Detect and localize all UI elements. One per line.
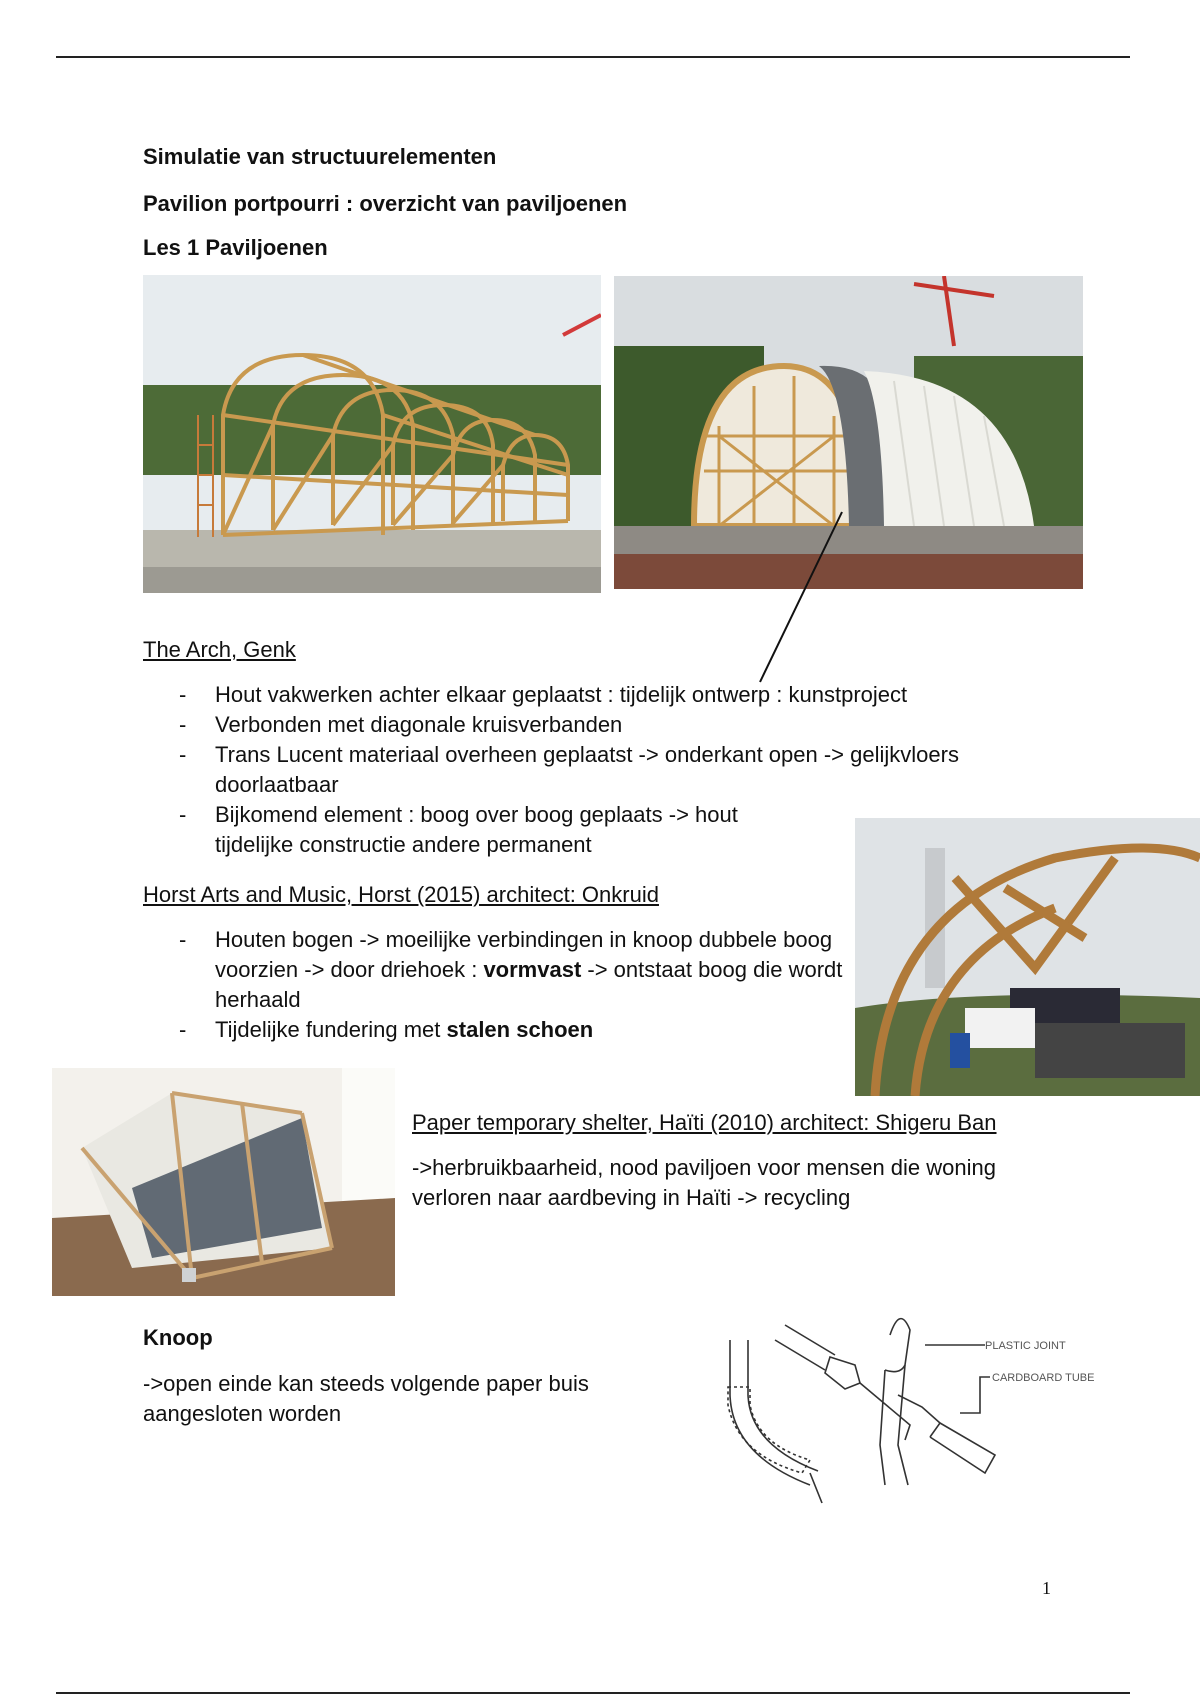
horst-bullet: - Tijdelijke fundering met stalen schoen xyxy=(143,1015,843,1045)
joint-label: PLASTIC JOINT xyxy=(985,1340,1066,1352)
page-subtitle: Pavilion portpourri : overzicht van paviljoenen xyxy=(143,191,628,216)
arch-heading: The Arch, Genk xyxy=(143,637,296,662)
tube-label: CARDBOARD TUBE xyxy=(992,1372,1095,1384)
arch-bullet: - Trans Lucent materiaal overheen geplaatst -> onderkant open -> gelijkvloers doorlaatbaar xyxy=(143,740,1063,800)
horst-bullets xyxy=(143,925,843,1045)
horst-bullet: - Houten bogen -> moeilijke verbindingen in knoop dubbele boog voorzien -> door driehoek : vormvast -> ontstaat boog die wordt herhaald xyxy=(143,925,843,1015)
shelter-text: ->herbruikbaarheid, nood paviljoen voor mensen die woning verloren naar aardbeving in Haïti -> recycling xyxy=(412,1155,996,1210)
paper-shelter-photo xyxy=(52,1068,395,1296)
horst-pavilion-photo xyxy=(855,818,1200,1096)
page-number: 1 xyxy=(1042,1578,1051,1598)
arch-bullet: - Hout vakwerken achter elkaar geplaatst : tijdelijk ontwerp : kunstproject xyxy=(143,680,1063,710)
lesson-title: Les 1 Paviljoenen xyxy=(143,235,328,260)
page-title: Simulatie van structuurelementen xyxy=(143,144,497,169)
bottom-rule xyxy=(56,1692,1130,1694)
annotation-pointer-line xyxy=(740,510,850,685)
arch-bullet: - Bijkomend element : boog over boog geplaats -> hout tijdelijke constructie andere permanent xyxy=(143,800,775,860)
arch-frame-photo xyxy=(143,275,601,593)
bold-term: vormvast xyxy=(483,957,582,982)
joint-sketch xyxy=(640,1295,1140,1505)
arch-bullet: - Verbonden met diagonale kruisverbanden xyxy=(143,710,1063,740)
knoop-text: ->open einde kan steeds volgende paper buis aangesloten worden xyxy=(143,1371,589,1426)
knoop-heading: Knoop xyxy=(143,1325,213,1350)
horst-heading: Horst Arts and Music, Horst (2015) architect: Onkruid xyxy=(143,882,659,907)
top-rule xyxy=(56,56,1130,58)
bold-term: stalen schoen xyxy=(446,1017,594,1042)
shelter-heading: Paper temporary shelter, Haïti (2010) architect: Shigeru Ban xyxy=(412,1110,997,1135)
